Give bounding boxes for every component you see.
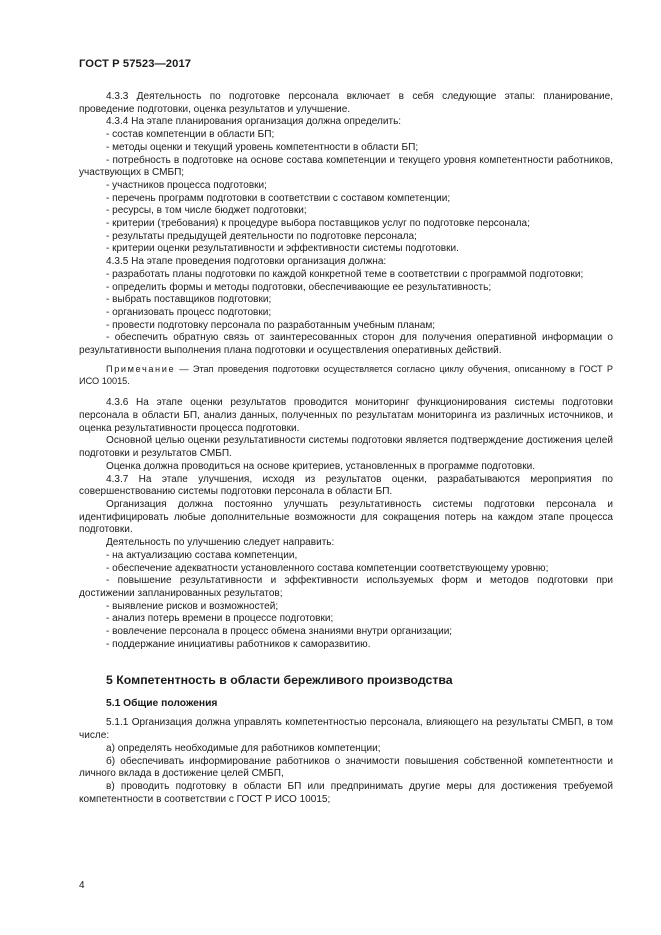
paragraph: Деятельность по улучшению следует направить: [106, 537, 335, 549]
list-item: - разработать планы подготовки по каждой конкретной теме в соответствии с программой подготовки; [106, 268, 584, 280]
list-item: - результаты предыдущей деятельности по подготовке персонала; [106, 230, 417, 242]
paragraph: 4.3.3 Деятельность по подготовке персонала включает в себя следующие этапы: планирование, проведение подготовки, оценка результатов и улучшение. [79, 91, 613, 115]
list-item: - обеспечить обратную связь от заинтересованных сторон для получения оперативной информации о результативности выполнения плана подготовки и осуществления оперативных действий. [79, 332, 613, 357]
list-item: - потребность в подготовке на основе состава компетенции и текущего уровня компетентности работников, участвующих в СМБП; [79, 154, 613, 179]
list-item: - критерии оценки результативности и эффективности системы подготовки. [106, 243, 459, 255]
list-item: - повышение результативности и эффективности используемых форм и методов подготовки при достижении запланированных результатов; [79, 575, 613, 599]
list-item: - провести подготовку персонала по разработанным учебным планам; [106, 319, 436, 331]
list-item: - на актуализацию состава компетенции, [106, 549, 298, 561]
paragraph: 5.1.1 Организация должна управлять компетентностью персонала, влияющего на результаты СМБП, в том числе: [79, 717, 613, 742]
list-item: - выявление рисков и возможностей; [106, 600, 279, 612]
list-item: - методы оценки и текущий уровень компетентности в области БП; [106, 141, 419, 153]
list-item: - обеспечение адекватности установленного состава компетенции соответствующему уровню; [106, 562, 549, 574]
page-body [79, 91, 613, 806]
note-text: — Этап проведения подготовки осуществляется согласно циклу обучения, описанному в ГОСТ Р ИСО 10015. [79, 363, 613, 386]
list-item: - ресурсы, в том числе бюджет подготовки; [106, 205, 307, 217]
note [79, 364, 613, 388]
paragraph: 4.3.7 На этапе улучшения, исходя из результатов оценки, разрабатываются мероприятия по совершенствованию системы подготовки персонала в области БП. [79, 473, 613, 498]
paragraph: Организация должна постоянно улучшать результативность системы подготовки персонала и идентифицировать любые дополнительные возможности для сокращения потерь на каждом этапе процесса подготовки. [79, 498, 613, 536]
list-item: - определить формы и методы подготовки, обеспечивающие ее результативность; [106, 281, 492, 293]
subsection-title: 5.1 Общие положения [106, 698, 218, 710]
paragraph: 4.3.6 На этапе оценки результатов проводится мониторинг функционирования системы подготовки персонала в области БП, анализ данных, полученных по результатам мониторинга из различных источников, и оценка результативности процесса подготовки. [79, 397, 613, 434]
list-item: а) определять необходимые для работников компетенции; [106, 742, 381, 754]
list-item: - критерии (требования) к процедуре выбора поставщиков услуг по подготовке персонала; [106, 218, 530, 230]
paragraph: Оценка должна проводиться на основе критериев, установленных в программе подготовки. [106, 460, 536, 472]
note-label: Примечание [106, 363, 176, 374]
list-item: - состав компетенции в области БП; [106, 129, 275, 141]
paragraph: 4.3.5 На этапе проведения подготовки организация должна: [106, 256, 387, 268]
list-item: в) проводить подготовку в области БП или предпринимать другие меры для достижения требуемой компетентности в соответствии с ГОСТ Р ИСО 10015; [79, 780, 613, 805]
list-item: - поддержание инициативы работников к саморазвитию. [106, 638, 371, 650]
paragraph: 4.3.4 На этапе планирования организация должна определить: [106, 116, 402, 128]
list-item: - выбрать поставщиков подготовки; [106, 294, 272, 306]
list-item: - участников процесса подготовки; [106, 179, 267, 191]
list-item: - организовать процесс подготовки; [106, 306, 272, 318]
document-header: ГОСТ Р 57523—2017 [79, 58, 192, 70]
page-number: 4 [79, 880, 85, 891]
list-item: - перечень программ подготовки в соответствии с составом компетенции; [106, 192, 451, 204]
section-title: 5 Компетентность в области бережливого производства [106, 673, 453, 688]
list-item: б) обеспечивать информирование работников о значимости повышения собственной компетентности и личного вклада в достижение целей СМБП, [79, 755, 613, 780]
list-item: - анализ потерь времени в процессе подготовки; [106, 613, 334, 625]
paragraph: Основной целью оценки результативности системы подготовки является подтверждение достижения целей подготовки и результатов СМБП. [79, 435, 613, 460]
list-item: - вовлечение персонала в процесс обмена знаниями внутри организации; [106, 626, 453, 638]
